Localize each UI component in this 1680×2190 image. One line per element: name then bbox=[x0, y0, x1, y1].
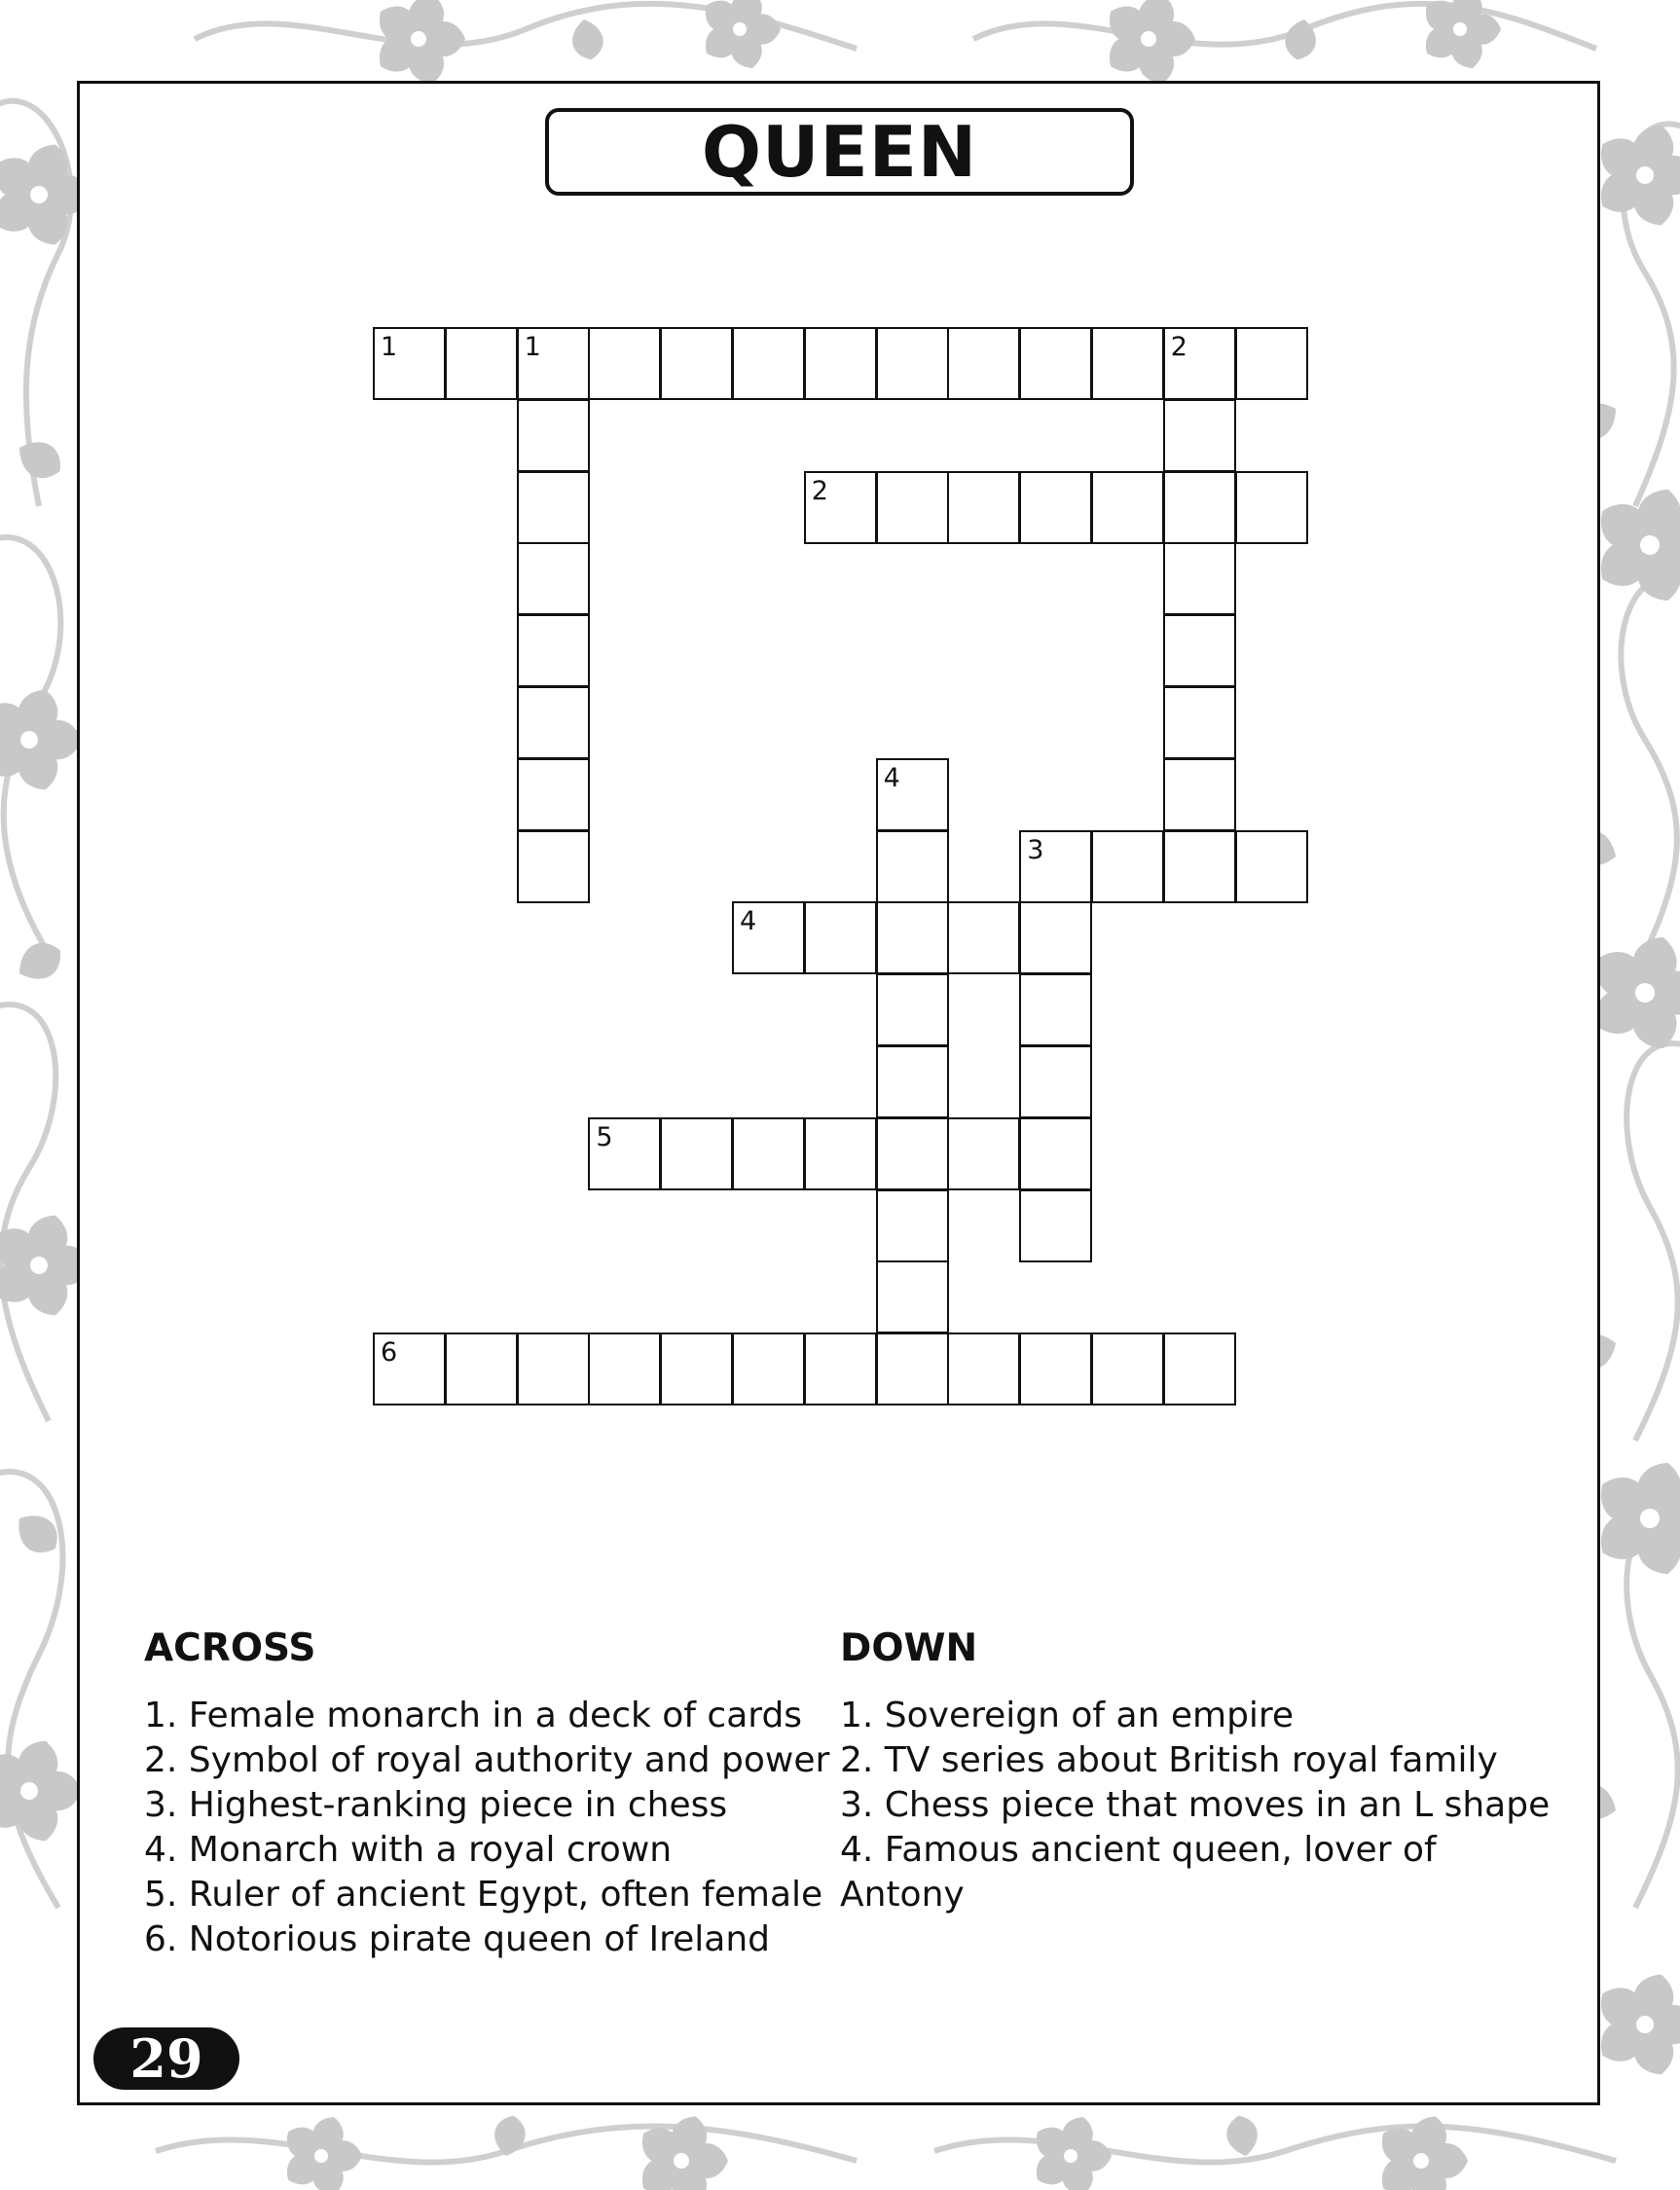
grid-cell[interactable] bbox=[1163, 471, 1236, 544]
grid-cell[interactable] bbox=[1091, 471, 1164, 544]
grid-cell[interactable] bbox=[804, 901, 877, 974]
grid-cell[interactable] bbox=[1019, 1189, 1092, 1262]
grid-cell[interactable] bbox=[876, 758, 949, 831]
cell-number: 2 bbox=[811, 475, 828, 506]
grid-cell[interactable] bbox=[1019, 901, 1092, 974]
grid-cell[interactable] bbox=[1163, 614, 1236, 687]
grid-cell[interactable] bbox=[876, 1260, 949, 1333]
grid-cell[interactable] bbox=[588, 1332, 661, 1405]
grid-cell[interactable] bbox=[588, 327, 661, 400]
across-clue-5: 5. Ruler of ancient Egypt, often female bbox=[144, 1875, 823, 1915]
grid-cell[interactable] bbox=[1163, 542, 1236, 615]
grid-cell[interactable] bbox=[732, 1117, 805, 1190]
across-heading: ACROSS bbox=[144, 1626, 316, 1670]
grid-cell[interactable] bbox=[660, 327, 733, 400]
down-clue-4: 4. Famous ancient queen, lover of Antony bbox=[840, 1830, 1437, 1915]
grid-cell[interactable] bbox=[1019, 471, 1092, 544]
grid-cell[interactable] bbox=[517, 830, 590, 903]
grid-cell[interactable] bbox=[517, 399, 590, 472]
grid-cell[interactable] bbox=[947, 327, 1020, 400]
cell-number: 6 bbox=[381, 1337, 398, 1369]
grid-cell[interactable] bbox=[804, 327, 877, 400]
puzzle-title: QUEEN bbox=[701, 111, 978, 193]
grid-cell[interactable] bbox=[517, 686, 590, 759]
grid-cell[interactable] bbox=[1163, 327, 1236, 400]
grid-cell[interactable] bbox=[445, 327, 518, 400]
cell-number: 4 bbox=[883, 762, 900, 793]
across-clues bbox=[144, 1625, 829, 1962]
cell-number: 4 bbox=[740, 906, 757, 937]
grid-cell[interactable] bbox=[660, 1332, 733, 1405]
grid-cell[interactable] bbox=[1091, 830, 1164, 903]
down-heading: DOWN bbox=[840, 1626, 978, 1670]
grid-cell[interactable] bbox=[588, 1117, 661, 1190]
across-clue-1: 1. Female monarch in a deck of cards bbox=[144, 1696, 803, 1735]
down-clue-1: 1. Sovereign of an empire bbox=[840, 1696, 1295, 1735]
grid-cell[interactable] bbox=[1019, 327, 1092, 400]
grid-cell[interactable] bbox=[876, 901, 949, 974]
grid-cell[interactable] bbox=[517, 471, 590, 544]
grid-cell[interactable] bbox=[517, 542, 590, 615]
grid-cell[interactable] bbox=[876, 830, 949, 903]
cell-number: 2 bbox=[1170, 332, 1187, 362]
grid-cell[interactable] bbox=[1019, 1332, 1092, 1405]
across-clue-4: 4. Monarch with a royal crown bbox=[144, 1830, 673, 1870]
down-clue-2: 2. TV series about British royal family bbox=[840, 1740, 1498, 1780]
grid-cell[interactable] bbox=[373, 1332, 446, 1405]
grid-cell[interactable] bbox=[804, 1332, 877, 1405]
grid-cell[interactable] bbox=[1235, 327, 1308, 400]
across-clue-3: 3. Highest-ranking piece in chess bbox=[144, 1785, 728, 1825]
grid-cell[interactable] bbox=[517, 614, 590, 687]
cell-number: 5 bbox=[596, 1121, 613, 1152]
grid-cell[interactable] bbox=[732, 901, 805, 974]
page-number: 29 bbox=[129, 2027, 203, 2090]
grid-cell[interactable] bbox=[373, 327, 446, 400]
grid-cell[interactable] bbox=[876, 1117, 949, 1190]
grid-cell[interactable] bbox=[804, 1117, 877, 1190]
grid-cell[interactable] bbox=[1235, 471, 1308, 544]
grid-cell[interactable] bbox=[876, 327, 949, 400]
grid-cell[interactable] bbox=[1019, 1045, 1092, 1118]
grid-cell[interactable] bbox=[1163, 686, 1236, 759]
grid-cell[interactable] bbox=[1091, 1332, 1164, 1405]
grid-cell[interactable] bbox=[1019, 973, 1092, 1046]
grid-cell[interactable] bbox=[1163, 758, 1236, 831]
grid-cell[interactable] bbox=[517, 1332, 590, 1405]
grid-cell[interactable] bbox=[445, 1332, 518, 1405]
down-clues bbox=[840, 1625, 1550, 1917]
grid-cell[interactable] bbox=[947, 471, 1020, 544]
grid-cell[interactable] bbox=[732, 327, 805, 400]
across-clue-2: 2. Symbol of royal authority and power bbox=[144, 1740, 830, 1780]
cell-number: 3 bbox=[1027, 834, 1044, 865]
grid-cell[interactable] bbox=[876, 973, 949, 1046]
grid-cell[interactable] bbox=[1163, 830, 1236, 903]
title-box bbox=[545, 108, 1134, 196]
grid-cell[interactable] bbox=[947, 1117, 1020, 1190]
grid-cell[interactable] bbox=[1163, 399, 1236, 472]
grid-cell[interactable] bbox=[876, 1332, 949, 1405]
down-clue-3: 3. Chess piece that moves in an L shape bbox=[840, 1785, 1551, 1825]
grid-cell[interactable] bbox=[660, 1117, 733, 1190]
grid-cell[interactable] bbox=[1091, 327, 1164, 400]
cell-number: 1 bbox=[381, 332, 398, 362]
grid-cell[interactable] bbox=[1019, 1117, 1092, 1190]
across-clue-6: 6. Notorious pirate queen of Ireland bbox=[144, 1919, 771, 1959]
page-number-badge bbox=[93, 2027, 239, 2090]
grid-cell[interactable] bbox=[517, 758, 590, 831]
grid-cell[interactable] bbox=[947, 901, 1020, 974]
grid-cell[interactable] bbox=[1019, 830, 1092, 903]
grid-cell[interactable] bbox=[876, 1045, 949, 1118]
grid-cell[interactable] bbox=[732, 1332, 805, 1405]
grid-cell[interactable] bbox=[876, 1189, 949, 1262]
grid-cell[interactable] bbox=[876, 471, 949, 544]
grid-cell[interactable] bbox=[947, 1332, 1020, 1405]
grid-cell[interactable] bbox=[804, 471, 877, 544]
grid-cell[interactable] bbox=[517, 327, 590, 400]
grid-cell[interactable] bbox=[1235, 830, 1308, 903]
grid-cell[interactable] bbox=[1163, 1332, 1236, 1405]
cell-number: 1 bbox=[524, 332, 541, 362]
